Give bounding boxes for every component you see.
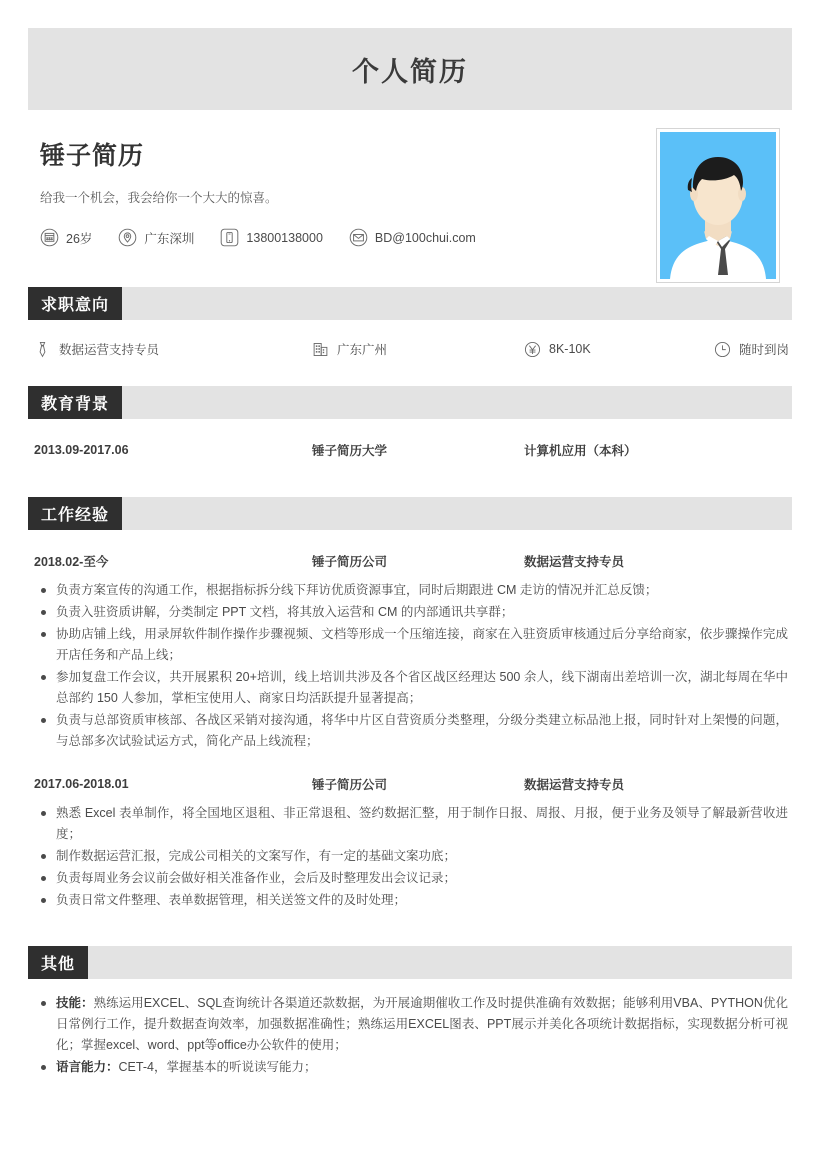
document-title-band [28,28,792,110]
intention-city [312,340,524,358]
work-role: 数据运营支持专员 [524,555,625,569]
other-item-text: 熟练运用EXCEL、SQL查询统计各渠道还款数据，为开展逾期催收工作及时提供准确有效数据；能够利用VBA、PYTHON优化日常例行工作，提升数据查询效率，加强数据准确性；熟练运用EXCEL图表、PPT展示并美化各项统计数据指标，实现数据分析可视化；掌握excel、word、ppt等office办公软件的使用； [56,996,788,1052]
intention-salary [524,341,714,358]
mobile-phone-icon [220,228,239,247]
list-item: 协助店铺上线，用录屏软件制作操作步骤视频、文档等形成一个压缩连接，商家在入驻资质审核通过后分享给商家，依步骤操作完成开店任务和产品上线； [38,624,788,666]
work-period: 2018.02-至今 [34,555,109,569]
work-entry-header [28,530,792,574]
clock-icon [714,341,731,358]
intention-city-value: 广东广州 [337,343,388,357]
list-item: 熟悉 Excel 表单制作，将全国地区退租、非正常退租、签约数据汇整，用于制作日报、周报、月报，便于业务及领导了解最新营收进度； [38,803,788,845]
section-title-education: 教育背景 [28,386,122,419]
education-school: 锤子简历大学 [312,444,388,458]
work-bullet-list [28,580,792,752]
list-item: 负责日常文件整理、表单数据管理，相关送签文件的及时处理； [38,890,788,911]
education-entry [28,419,792,463]
work-company: 锤子简历公司 [312,778,388,792]
section-title-work: 工作经验 [28,497,122,530]
person-avatar-illustration [660,132,776,279]
section-header-education [28,386,792,419]
other-bullet-list [28,993,792,1078]
profile-section [28,110,792,265]
work-role: 数据运营支持专员 [524,778,625,792]
contact-phone [220,228,322,247]
yen-currency-icon [524,341,541,358]
other-item-text: CET-4，掌握基本的听说读写能力； [118,1060,317,1074]
list-item: 负责入驻资质讲解，分类制定 PPT 文档，将其放入运营和 CM 的内部通讯共享群； [38,602,788,623]
intention-position-value: 数据运营支持专员 [59,343,160,357]
list-item [38,993,788,1056]
section-header-work [28,497,792,530]
work-period: 2017.06-2018.01 [34,777,129,791]
section-title-other: 其他 [28,946,88,979]
contact-age-value: 26岁 [66,231,93,246]
contact-location-value: 广东深圳 [144,231,195,246]
candidate-name: 锤子简历 [40,142,145,170]
contact-location [118,228,194,247]
list-item: 负责与总部资质审核部、各战区采销对接沟通，将华中片区自营资质分类整理，分级分类建立标品池上报，同时针对上架慢的问题，与总部多次试验试运方式，简化产品上线流程； [38,710,788,752]
resume-sheet [28,28,792,1079]
intention-availability-value: 随时到岗 [739,343,790,357]
education-major: 计算机应用（本科） [524,444,637,458]
list-item [38,1057,788,1078]
intention-row [28,320,792,364]
contact-email-value: BD@100chui.com [374,230,476,245]
section-header-other [28,946,792,979]
page-title: 个人简历 [352,56,468,87]
calendar-icon [40,228,59,247]
necktie-icon [34,341,51,358]
list-item: 负责方案宣传的沟通工作，根据指标拆分线下拜访优质资源事宜，同时后期跟进 CM 走访的情况并汇总反馈； [38,580,788,601]
work-bullet-list [28,803,792,911]
other-item-label: 技能： [56,996,94,1010]
list-item: 参加复盘工作会议，共开展累积 20+培训，线上培训共涉及各个省区战区经理达 500 余人，线下湖南出差培训一次，湖北每周在华中总部约 150 人参加，掌柜宝使用人、商家日均活跃提升显著提高； [38,667,788,709]
list-item: 制作数据运营汇报，完成公司相关的文案写作，有一定的基础文案功底； [38,846,788,867]
avatar [656,128,780,283]
section-header-intention [28,287,792,320]
work-entry-header [28,753,792,797]
intention-salary-value: 8K-10K [549,342,591,356]
contact-email [349,228,476,247]
location-pin-icon [118,228,137,247]
list-item: 负责每周业务会议前会做好相关准备作业，会后及时整理发出会议记录； [38,868,788,889]
contact-age [40,228,92,247]
other-item-label: 语言能力： [56,1060,119,1074]
work-company: 锤子简历公司 [312,555,388,569]
intention-position [34,340,312,358]
candidate-tagline: 给我一个机会，我会给你一个大大的惊喜。 [40,191,278,205]
section-title-intention: 求职意向 [28,287,122,320]
intention-availability [714,340,789,358]
envelope-icon [349,228,368,247]
education-spacer [28,463,792,475]
building-icon [312,341,329,358]
contact-phone-value: 13800138000 [246,230,323,245]
education-period: 2013.09-2017.06 [34,443,129,457]
work-spacer [28,912,792,924]
